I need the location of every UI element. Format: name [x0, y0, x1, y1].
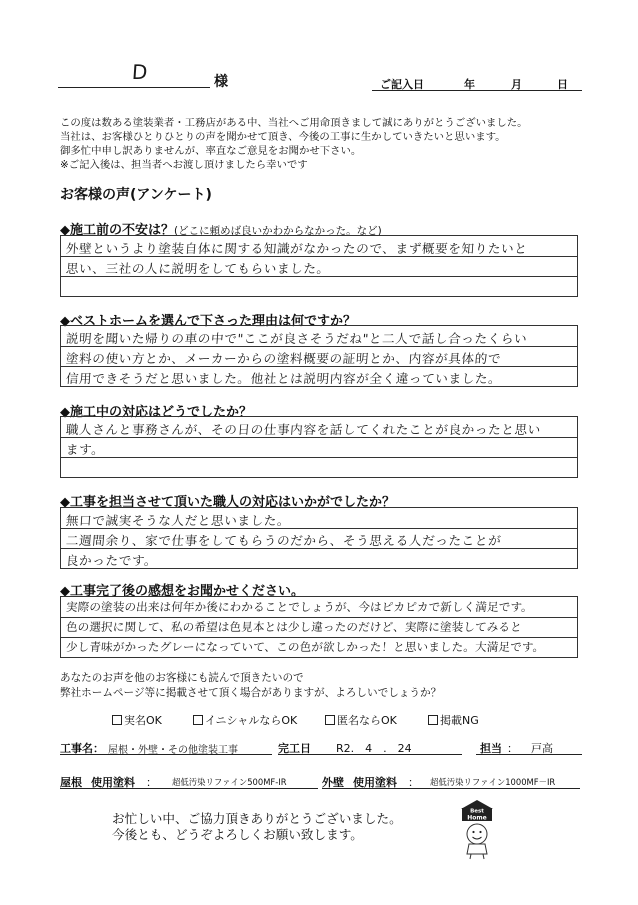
answer-line: 無口で誠実そうな人だと思いました。: [65, 513, 291, 528]
checkbox-icon: [112, 715, 122, 725]
checkbox-icon: [428, 715, 438, 725]
answer-line: 塗料の使い方とか、メーカーからの塗料概要の証明とか、内容が具体的で: [65, 351, 502, 366]
month-label: 月: [511, 78, 522, 91]
staff-label: 担当: [480, 742, 502, 755]
question-label: ◆ベストホームを選んで下さった理由は何ですか？: [60, 314, 356, 329]
answer-line: 少し青味がかったグレーになっていて、この色が欲しかった！と思いました。大満足です。: [65, 640, 545, 654]
option-real-name[interactable]: 実名OK: [112, 712, 162, 728]
staff-value: 戸高: [531, 742, 553, 755]
roof-underline: [60, 788, 318, 789]
answer-line: 説明を聞いた帰りの車の中で"ここが良さそうだね"と二人で話し合ったくらい: [65, 331, 528, 346]
staff-underline: [476, 754, 582, 755]
answer-line: ます。: [65, 442, 106, 457]
intro-line: 御多忙中申し訳ありませんが、率直なご意見をお聞かせ下さい。: [60, 145, 362, 157]
answer-line: 良かったです。: [65, 553, 158, 568]
roof-paint-value: 超低汚染リファイン500MF-IR: [172, 777, 287, 787]
question-label: ◆工事を担当させて頂いた職人の対応はいかがでしたか？: [60, 495, 395, 510]
permission-line: 弊社ホームページ等に掲載させて頂く場合がありますが、よろしいでしょうか？: [60, 687, 442, 699]
roof-paint-label: 使用塗料: [91, 776, 135, 789]
checkbox-icon: [325, 715, 335, 725]
answer-line: 実際の塗装の出来は何年か後にわかることでしょうが、今はピカピカで新しく満足です。: [65, 600, 534, 614]
answer-line: 色の選択に関して、私の希望は色見本とは少し違ったのだけど、実際に塗装してみると: [65, 620, 523, 634]
answer-line: 信用できそうだと思いました。他社とは説明内容が全く違っていました。: [65, 371, 502, 386]
date-underline: [372, 90, 582, 91]
wall-paint-label: 使用塗料: [353, 776, 397, 789]
wall-paint-value: 超低汚染リファイン1000MF－IR: [430, 777, 556, 787]
work-name-value: 屋根・外壁・その他塗装工事: [108, 745, 238, 756]
survey-title: お客様の声(アンケート): [60, 187, 212, 203]
day-label: 日: [557, 78, 568, 91]
option-anonymous[interactable]: 匿名ならOK: [325, 712, 397, 728]
intro-line: ※ご記入後は、担当者へお渡し頂けましたら幸いです: [60, 159, 308, 171]
customer-name: D: [131, 60, 149, 84]
work-name-underline: [60, 754, 272, 755]
date-label: ご記入日: [380, 78, 424, 91]
permission-line: あなたのお声を他のお客様にも読んで頂きたいので: [60, 672, 304, 684]
answer-line: 二週間余り、家で仕事をしてもらうのだから、そう思える人だったことが: [65, 533, 502, 548]
wall-colon: ：: [408, 776, 419, 789]
complete-underline: [278, 754, 462, 755]
answer-line: 職人さんと事務さんが、その日の仕事内容を話してくれたことが良かったと思い: [65, 422, 542, 437]
intro-line: この度は数ある塗装業者・工務店がある中、当社へご用命頂きまして誠にありがとうございました。: [60, 117, 528, 129]
thanks-line: お忙しい中、ご協力頂きありがとうございました。: [112, 811, 402, 826]
thanks-line: 今後とも、どうぞよろしくお願い致します。: [112, 827, 363, 842]
question-label: ◆工事完了後の感想をお聞かせください。: [60, 584, 304, 599]
option-initial[interactable]: イニシャルならOK: [193, 712, 297, 728]
sama-label: 様: [214, 74, 228, 90]
roof-colon: ：: [146, 776, 157, 789]
answer-line: 思い、三社の人に説明をしてもらいました。: [65, 261, 331, 276]
best-home-logo: [458, 798, 496, 860]
work-name-label: 工事名：: [60, 742, 104, 755]
question-label: ◆施工前の不安は？: [60, 223, 174, 238]
roof-label: 屋根: [60, 776, 82, 789]
answer-line: 外壁というより塗装自体に関する知識がなかったので、まず概要を知りたいと: [65, 241, 528, 256]
name-underline: [58, 87, 210, 88]
question-subtitle: (どこに頼めば良いかわからなかった。など): [174, 225, 382, 237]
intro-line: 当社は、お客様ひとりひとりの声を聞かせて頂き、今後の工事に生かしていきたいと思います。: [60, 131, 506, 143]
option-no-publish[interactable]: 掲載NG: [428, 712, 479, 728]
complete-label: 完工日: [278, 742, 311, 755]
logo-text-home: Home: [467, 814, 487, 822]
wall-underline: [322, 788, 580, 789]
year-label: 年: [464, 78, 475, 91]
staff-colon: ：: [507, 742, 518, 755]
checkbox-icon: [193, 715, 203, 725]
wall-label: 外壁: [322, 776, 344, 789]
logo-text-best: Best: [470, 808, 484, 815]
question-label: ◆施工中の対応はどうでしたか？: [60, 405, 252, 420]
complete-value: R2. 4 . 24: [336, 742, 412, 755]
